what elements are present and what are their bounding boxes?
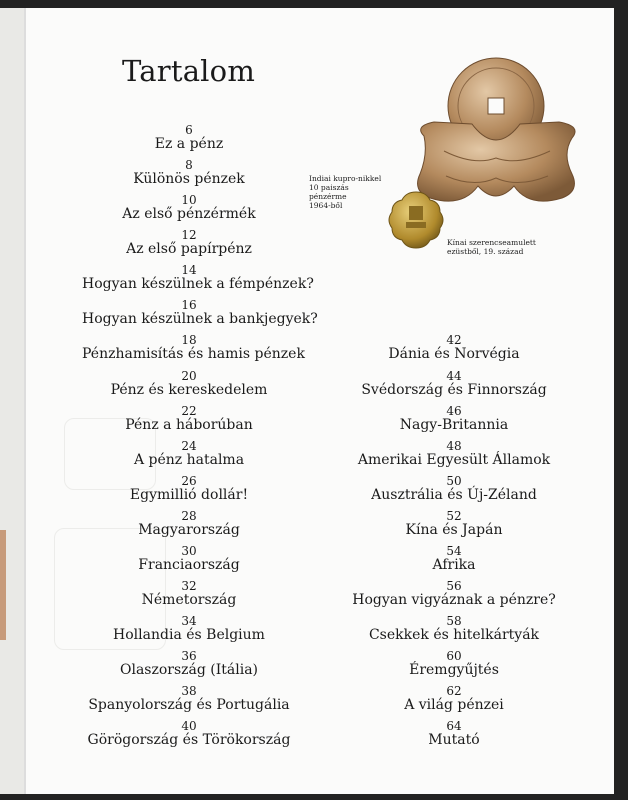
contents-entry[interactable]: [82, 229, 296, 258]
entry-title: Görögország és Törökország: [87, 732, 291, 748]
caption-line: Indiai kupro-nikkel: [309, 174, 382, 183]
page-number: 40: [181, 719, 197, 733]
page-number: 58: [446, 614, 462, 628]
chinese-amulet-coin: [418, 58, 575, 201]
page-number: 34: [181, 614, 197, 628]
entry-title: Pénzhamisítás és hamis pénzek: [82, 346, 305, 362]
page-number: 56: [446, 579, 462, 593]
contents-entry[interactable]: [82, 124, 296, 153]
contents-entry[interactable]: [82, 440, 296, 469]
entry-title: Egymillió dollár!: [129, 487, 249, 503]
page-number: 30: [181, 544, 197, 558]
entry-title: Pénz és kereskedelem: [110, 382, 268, 398]
page-number: 18: [181, 333, 197, 347]
page-number: 26: [181, 474, 197, 488]
entry-title: Magyarország: [138, 522, 240, 538]
page-number: 16: [181, 298, 197, 312]
page-tab-marker: [0, 530, 6, 640]
page-number: 42: [446, 333, 462, 347]
previous-page-edge: [0, 8, 25, 794]
scan-border-top: [0, 0, 628, 8]
entry-title: Mutató: [428, 732, 480, 748]
contents-entry[interactable]: [82, 720, 296, 749]
caption-line: 1964-ből: [309, 201, 343, 210]
caption-line: ezüstből, 19. század: [447, 247, 524, 256]
entry-title: A pénz hatalma: [133, 452, 245, 468]
entry-title: Svédország és Finnország: [361, 382, 547, 398]
contents-entry[interactable]: [339, 615, 569, 644]
contents-entry[interactable]: [339, 720, 569, 749]
contents-entry[interactable]: [82, 370, 296, 399]
entry-title: Dánia és Norvégia: [388, 346, 520, 362]
entry-title: Ez a pénz: [154, 136, 224, 152]
entry-title: Csekkek és hitelkártyák: [368, 627, 540, 643]
caption-line: 10 paiszás pénzérme: [309, 183, 349, 201]
contents-entry[interactable]: [82, 545, 296, 574]
entry-title: A világ pénzei: [404, 697, 504, 713]
page-number: 46: [446, 404, 462, 418]
page-number: 22: [181, 404, 197, 418]
india-coin-caption: [309, 174, 384, 210]
contents-entry[interactable]: [82, 263, 314, 293]
contents-entry[interactable]: [82, 159, 296, 188]
contents-entry[interactable]: [82, 510, 296, 539]
entry-title: Hogyan vigyáznak a pénzre?: [352, 592, 556, 608]
entry-title: Éremgyűjtés: [409, 662, 499, 678]
entry-title: Kína és Japán: [405, 522, 503, 538]
contents-entry[interactable]: [82, 580, 296, 609]
page-number: 52: [446, 509, 462, 523]
entry-title: Pénz a háborúban: [125, 417, 253, 433]
entry-title: Afrika: [432, 557, 476, 573]
contents-entry[interactable]: [339, 370, 569, 399]
page-number: 54: [446, 544, 462, 558]
caption-line: Kínai szerencseamulett: [447, 238, 536, 247]
page-number: 38: [181, 684, 197, 698]
page-number: 28: [181, 509, 197, 523]
contents-entry[interactable]: [339, 580, 569, 609]
contents-entry[interactable]: [339, 685, 569, 714]
entry-title: Hogyan készülnek a fémpénzek?: [82, 276, 314, 292]
page-number: 20: [181, 369, 197, 383]
contents-entry[interactable]: [339, 405, 569, 434]
entry-title: Különös pénzek: [133, 171, 245, 187]
contents-page: [24, 8, 614, 794]
contents-entry[interactable]: [82, 405, 296, 434]
contents-entry[interactable]: [82, 685, 296, 714]
page-number: 8: [185, 158, 193, 172]
contents-entry[interactable]: [82, 298, 318, 328]
entry-title: Amerikai Egyesült Államok: [357, 452, 551, 468]
contents-entry[interactable]: [82, 194, 296, 223]
page-number: 36: [181, 649, 197, 663]
page-number: 60: [446, 649, 462, 663]
contents-entry[interactable]: [339, 334, 569, 363]
page-number: 62: [446, 684, 462, 698]
scan-border-right: [614, 0, 628, 800]
contents-entry[interactable]: [82, 333, 305, 363]
indian-10-paise-coin: [389, 192, 443, 248]
contents-entry[interactable]: [82, 475, 296, 504]
page-number: 48: [446, 439, 462, 453]
entry-title: Franciaország: [138, 557, 240, 573]
page-number: 64: [446, 719, 462, 733]
entry-title: Nagy-Britannia: [399, 417, 509, 433]
scan-border-bottom: [0, 794, 628, 800]
page-number: 6: [185, 123, 193, 137]
contents-entry[interactable]: [82, 615, 296, 644]
entry-title: Olaszország (Itália): [119, 662, 259, 678]
page-number: 12: [181, 228, 197, 242]
entry-title: Az első papírpénz: [126, 241, 252, 257]
entry-title: Hogyan készülnek a bankjegyek?: [82, 311, 318, 327]
contents-entry[interactable]: [339, 440, 569, 469]
entry-title: Spanyolország és Portugália: [88, 697, 290, 713]
page-number: 10: [181, 193, 197, 207]
entry-title: Ausztrália és Új-Zéland: [371, 487, 537, 503]
china-amulet-caption: [447, 238, 542, 256]
contents-entry[interactable]: [339, 545, 569, 574]
page-number: 24: [181, 439, 197, 453]
page-number: 44: [446, 369, 462, 383]
page-title: Tartalom: [122, 54, 256, 88]
page-number: 32: [181, 579, 197, 593]
entry-title: Hollandia és Belgium: [113, 627, 265, 643]
contents-entry[interactable]: [339, 650, 569, 679]
contents-entry[interactable]: [339, 475, 569, 504]
page-number: 14: [181, 263, 197, 277]
page-number: 50: [446, 474, 462, 488]
contents-entry[interactable]: [82, 650, 296, 679]
entry-title: Az első pénzérmék: [122, 206, 256, 222]
contents-entry[interactable]: [339, 510, 569, 539]
entry-title: Németország: [141, 592, 237, 608]
